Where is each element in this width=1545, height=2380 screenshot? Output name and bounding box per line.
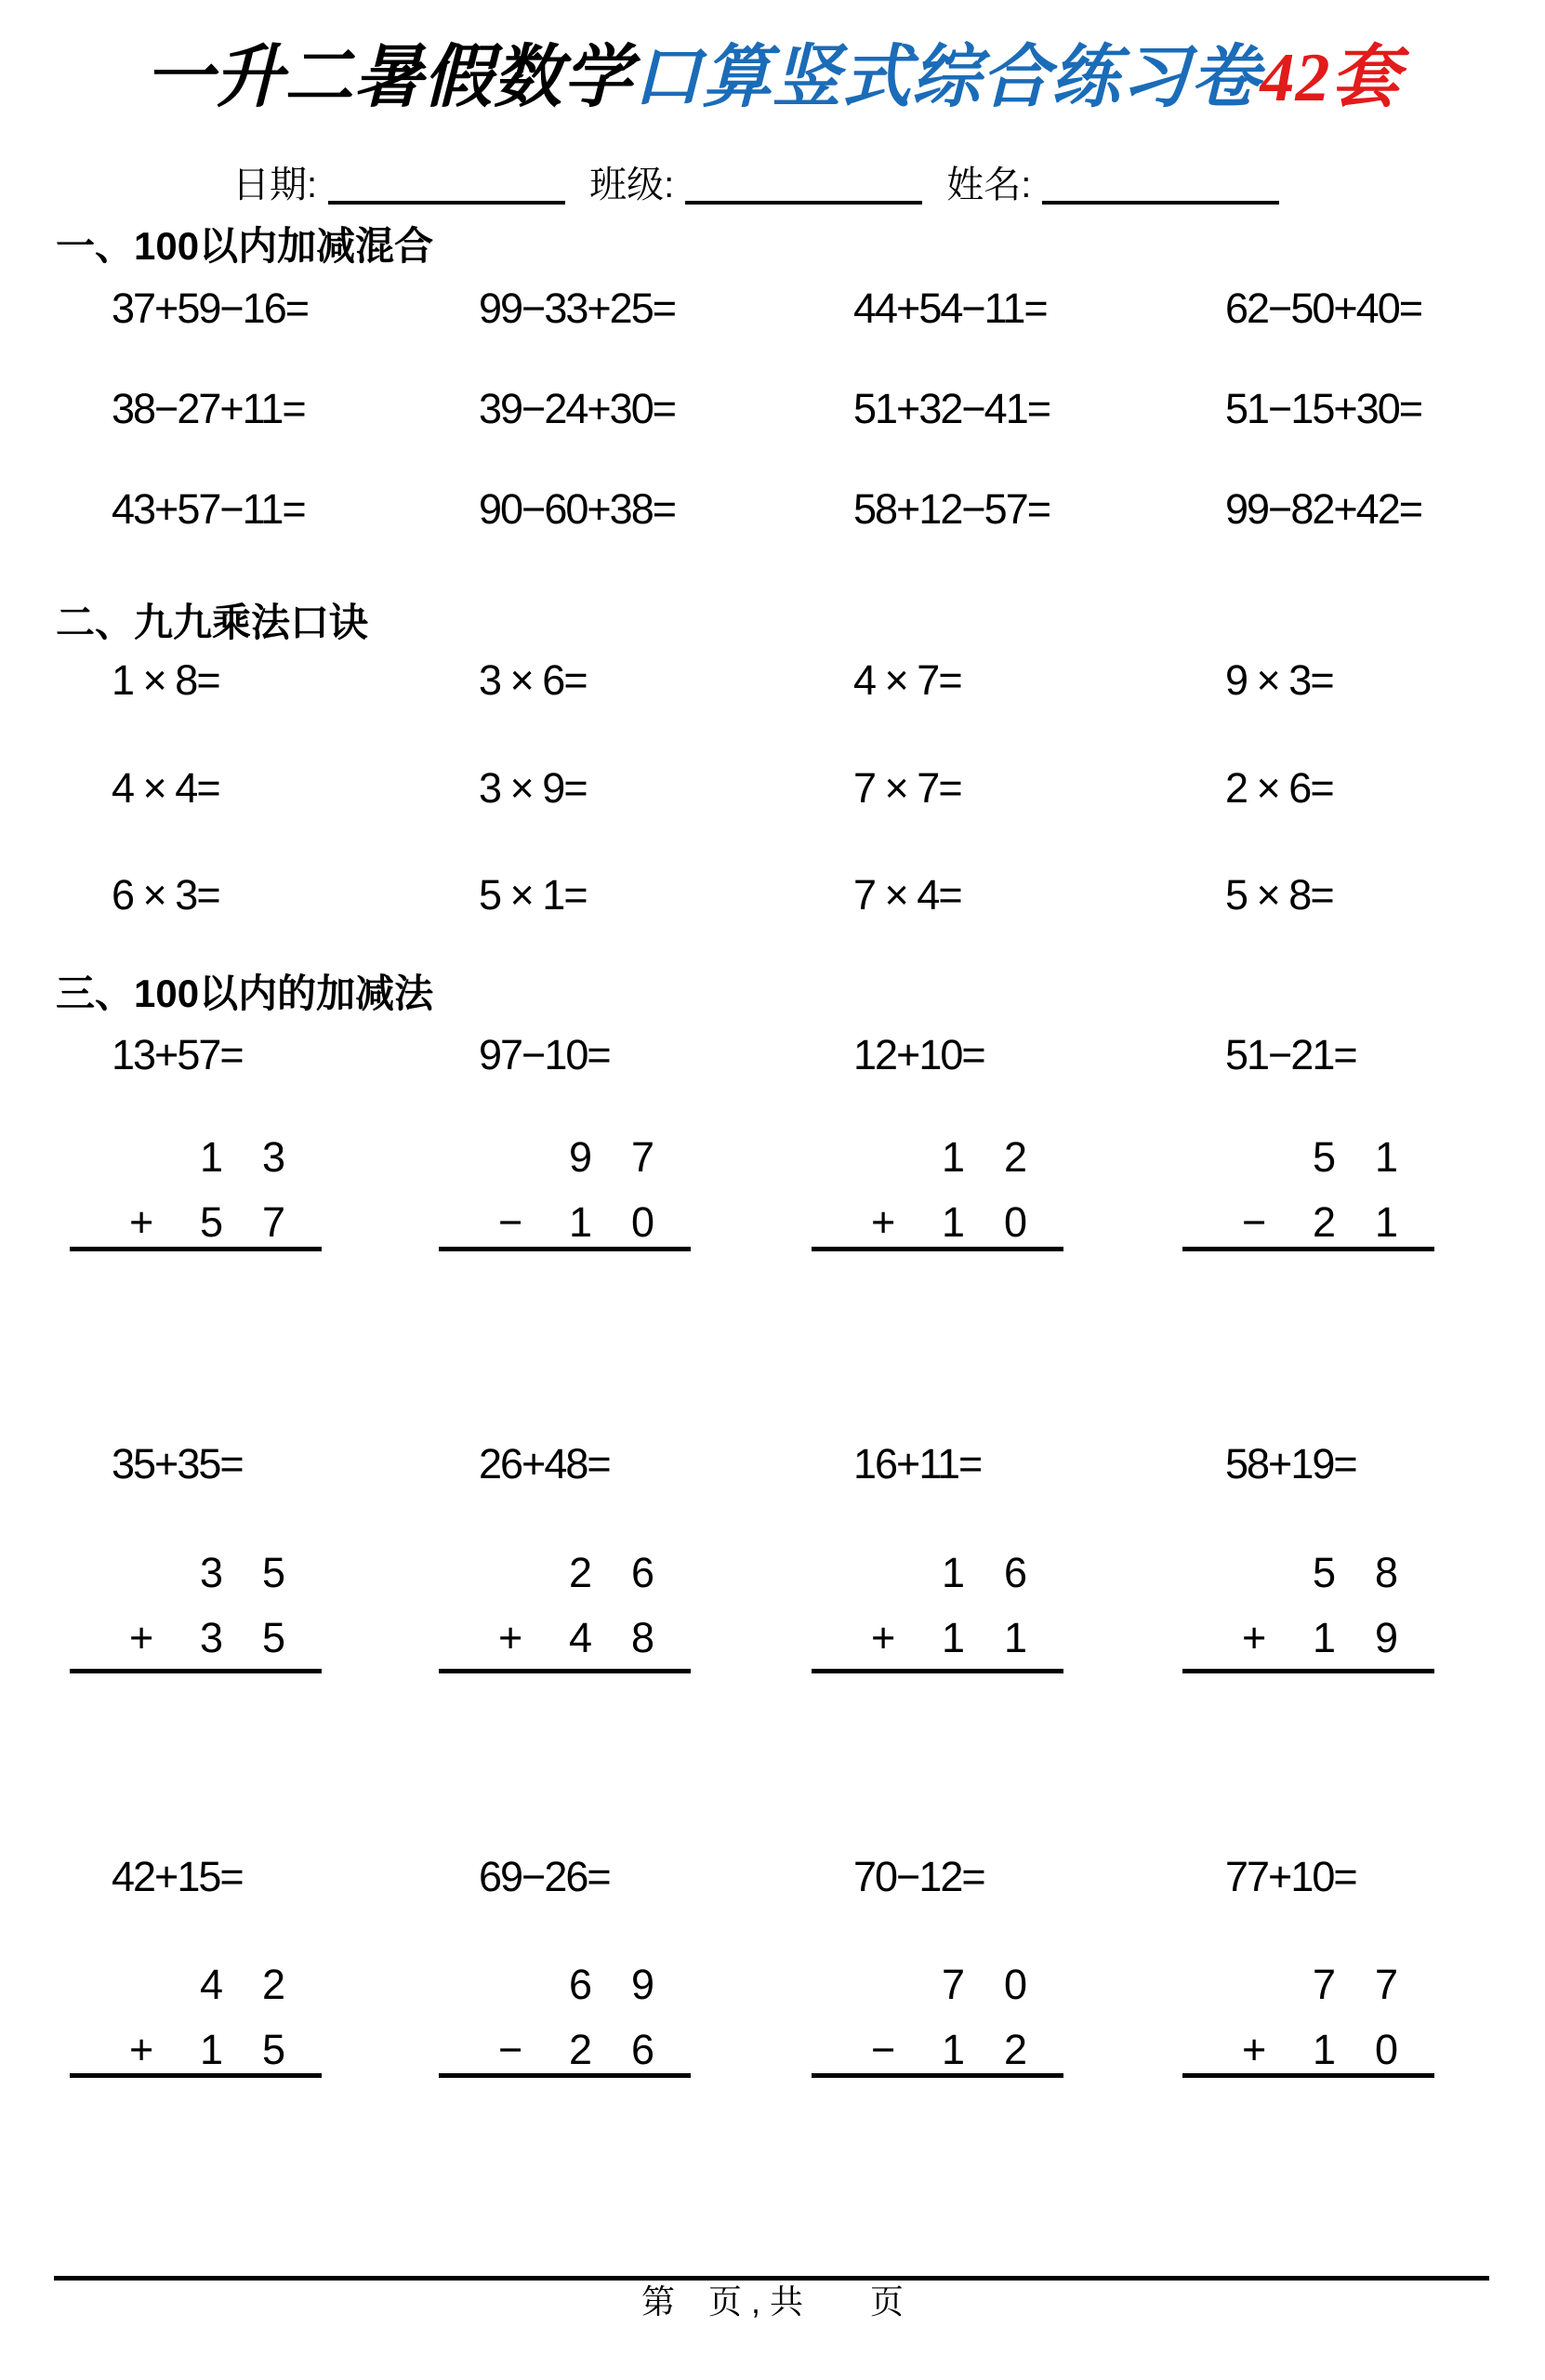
vertical-digit: 3 [262,1133,286,1181]
vertical-problem [439,1133,691,1251]
title-grade-text: 一升二暑假数学 [144,40,633,116]
vertical-problem [70,1961,322,2078]
vertical-digit: 7 [631,1133,655,1181]
date-label: 日期: [232,165,318,205]
vertical-digit: 1 [942,1549,966,1596]
vertical-sign: + [871,1614,896,1661]
vertical-digit: 1 [942,2026,966,2073]
vertical-sign: + [129,2026,154,2073]
problem-equation: 4 × 4= [112,764,219,812]
vertical-problem [812,1961,1063,2078]
problem-equation: 51−15+30= [1225,385,1421,432]
vertical-digit: 7 [942,1961,966,2008]
vertical-digit: 6 [569,1961,593,2008]
problem-equation: 12+10= [853,1031,984,1078]
page-footer-text: 第 页 , 共 页 [640,2282,904,2320]
problem-equation: 26+48= [479,1440,610,1488]
problem-equation: 44+54−11= [853,284,1047,332]
vertical-digit: 4 [200,1961,224,2008]
problem-equation: 77+10= [1225,1853,1356,1900]
vertical-problem [812,1133,1063,1251]
vertical-digit: 2 [569,2026,593,2073]
title-set-count-text: 42套 [1260,40,1401,116]
problem-equation: 99−33+25= [479,284,675,332]
vertical-digit: 1 [569,1198,593,1246]
vertical-sign: + [129,1614,154,1661]
problem-equation: 90−60+38= [479,485,675,533]
vertical-digit: 7 [262,1198,286,1246]
section-2-heading: 二、九九乘法口诀 [56,601,369,644]
vertical-digit: 1 [1375,1133,1399,1181]
problem-equation: 13+57= [112,1031,243,1078]
problem-equation: 70−12= [853,1853,984,1900]
vertical-digit: 5 [1313,1549,1337,1596]
vertical-digit: 2 [1004,2026,1028,2073]
vertical-digit: 1 [1004,1614,1028,1661]
vertical-problem [70,1549,322,1673]
problem-equation: 3 × 6= [479,656,587,704]
vertical-digit: 2 [1004,1133,1028,1181]
section-1-heading: 一、100以内加减混合 [56,224,434,268]
problem-equation: 39−24+30= [479,385,675,432]
vertical-problem [70,1133,322,1251]
vertical-problem [812,1549,1063,1673]
vertical-digit: 1 [1313,1614,1337,1661]
problem-equation: 69−26= [479,1853,610,1900]
vertical-digit: 5 [200,1198,224,1246]
vertical-digit: 9 [631,1961,655,2008]
vertical-problem [439,1549,691,1673]
vertical-digit: 1 [1313,2026,1337,2073]
vertical-digit: 9 [569,1133,593,1181]
name-blank-line [1042,167,1279,205]
vertical-digit: 0 [631,1198,655,1246]
vertical-digit: 2 [569,1549,593,1596]
vertical-digit: 0 [1375,2026,1399,2073]
problem-equation: 2 × 6= [1225,764,1333,812]
vertical-digit: 6 [631,2026,655,2073]
vertical-digit: 7 [1375,1961,1399,2008]
vertical-sign: + [498,1614,523,1661]
vertical-digit: 3 [200,1549,224,1596]
vertical-digit: 4 [569,1614,593,1661]
vertical-digit: 0 [1004,1961,1028,2008]
problem-equation: 3 × 9= [479,764,587,812]
vertical-digit: 6 [1004,1549,1028,1596]
title-topic-text: 口算竖式综合练习卷 [632,40,1261,116]
vertical-sign: + [1242,2026,1267,2073]
vertical-problem [439,1961,691,2078]
vertical-sign: + [871,1198,896,1246]
problem-equation: 5 × 8= [1225,871,1333,919]
vertical-sign: − [498,1198,523,1246]
vertical-digit: 3 [200,1614,224,1661]
vertical-digit: 1 [200,2026,224,2073]
class-label: 班级: [589,165,675,205]
problem-equation: 58+12−57= [853,485,1050,533]
problem-equation: 9 × 3= [1225,656,1333,704]
vertical-sign: − [871,2026,896,2073]
problem-equation: 6 × 3= [112,871,219,919]
page-title [0,41,1545,116]
problem-equation: 37+59−16= [112,284,308,332]
problem-equation: 58+19= [1225,1440,1356,1488]
date-blank-line [328,167,565,205]
problem-equation: 7 × 7= [853,764,961,812]
vertical-digit: 9 [1375,1614,1399,1661]
vertical-digit: 0 [1004,1198,1028,1246]
vertical-digit: 8 [1375,1549,1399,1596]
info-line [232,164,1279,206]
vertical-digit: 5 [262,1549,286,1596]
vertical-digit: 1 [1375,1198,1399,1246]
vertical-digit: 2 [1313,1198,1337,1246]
vertical-digit: 1 [200,1133,224,1181]
vertical-digit: 5 [262,1614,286,1661]
vertical-problem [1182,1133,1434,1251]
vertical-digit: 7 [1313,1961,1337,2008]
vertical-digit: 1 [942,1614,966,1661]
problem-equation: 99−82+42= [1225,485,1421,533]
problem-equation: 62−50+40= [1225,284,1421,332]
vertical-digit: 5 [262,2026,286,2073]
vertical-digit: 1 [942,1133,966,1181]
name-label: 姓名: [946,165,1032,205]
vertical-sign: − [498,2026,523,2073]
section-3-heading: 三、100以内的加减法 [56,972,434,1015]
vertical-digit: 1 [942,1198,966,1246]
problem-equation: 35+35= [112,1440,243,1488]
problem-equation: 43+57−11= [112,485,305,533]
problem-equation: 4 × 7= [853,656,961,704]
vertical-digit: 8 [631,1614,655,1661]
vertical-problem [1182,1961,1434,2078]
problem-equation: 1 × 8= [112,656,219,704]
vertical-sign: + [129,1198,154,1246]
vertical-problem [1182,1549,1434,1673]
vertical-digit: 5 [1313,1133,1337,1181]
problem-equation: 7 × 4= [853,871,961,919]
vertical-sign: − [1242,1198,1267,1246]
footer-rule [54,2276,1489,2281]
problem-equation: 51+32−41= [853,385,1050,432]
problem-equation: 16+11= [853,1440,982,1488]
vertical-digit: 6 [631,1549,655,1596]
problem-equation: 42+15= [112,1853,243,1900]
problem-equation: 97−10= [479,1031,610,1078]
problem-equation: 5 × 1= [479,871,587,919]
vertical-digit: 2 [262,1961,286,2008]
vertical-sign: + [1242,1614,1267,1661]
problem-equation: 51−21= [1225,1031,1356,1078]
problem-equation: 38−27+11= [112,385,305,432]
class-blank-line [685,167,922,205]
